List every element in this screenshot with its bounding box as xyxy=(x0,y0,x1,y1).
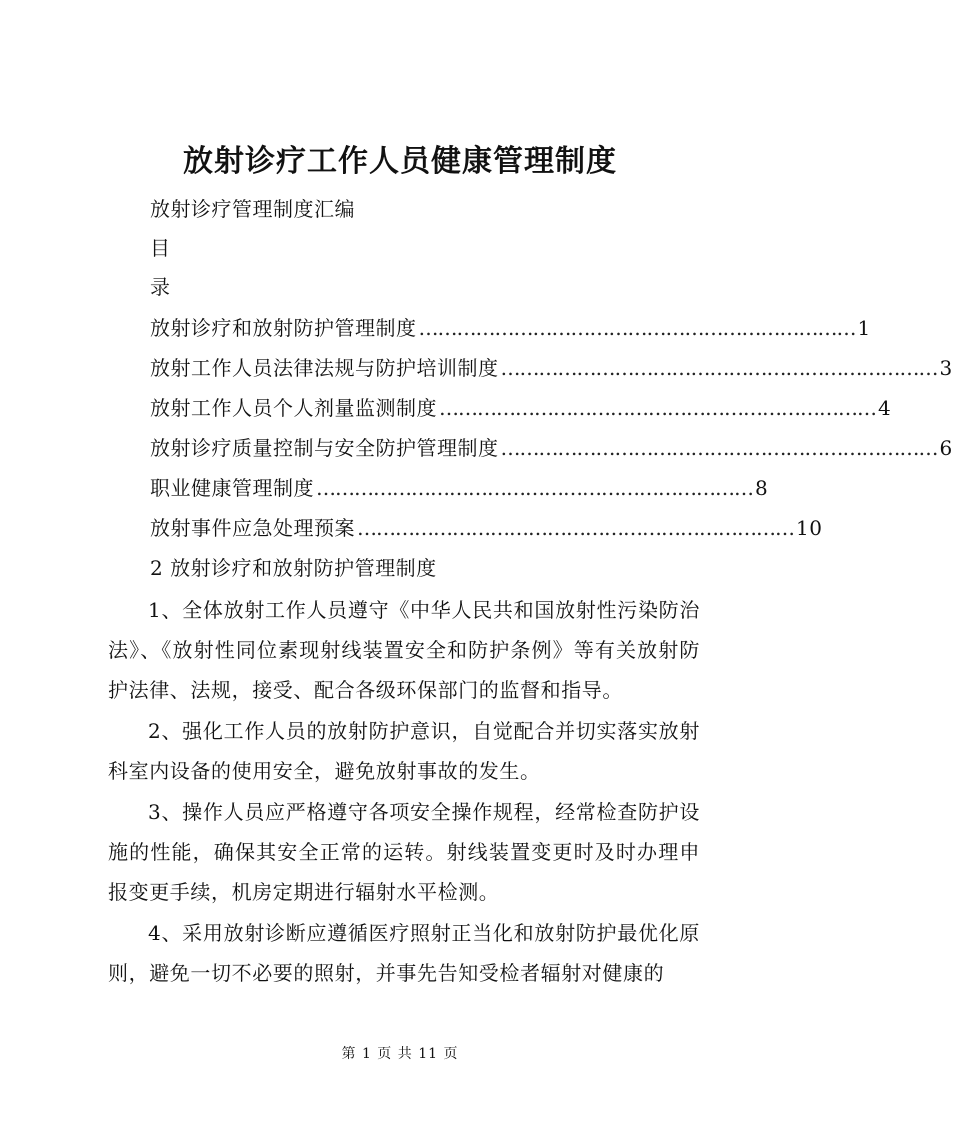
toc-entry-label: 放射诊疗和放射防护管理制度 xyxy=(150,316,417,340)
body-paragraph xyxy=(108,792,700,912)
toc-leader-dots: …………………………………………………………… xyxy=(316,476,753,500)
toc-entry-label: 职业健康管理制度 xyxy=(150,476,314,500)
body-paragraph xyxy=(108,590,700,710)
toc-leader-dots: …………………………………………………………… xyxy=(500,356,938,380)
paragraph-text: 1、全体放射工作人员遵守《中华人民共和国放射性污染防治法》、《放射性同位素现射线装置安全和防护条例》等有关放射防护法律、法规，接受、配合各级环保部门的监督和指导。 xyxy=(108,598,700,702)
toc-heading-lu: 录 xyxy=(150,275,171,299)
document-title: 放射诊疗工作人员健康管理制度 xyxy=(183,144,617,179)
toc-leader-dots: …………………………………………………………… xyxy=(357,516,794,540)
paragraph-text: 4、采用放射诊断应遵循医疗照射正当化和放射防护最优化原则，避免一切不必要的照射，并事先告知受检者辐射对健康的 xyxy=(108,921,700,985)
toc-entry[interactable] xyxy=(150,434,953,462)
paragraph-text: 3、操作人员应严格遵守各项安全操作规程，经常检查防护设施的性能，确保其安全正常的运转。射线装置变更时及时办理申报变更手续，机房定期进行辐射水平检测。 xyxy=(108,800,700,904)
toc-heading-mu: 目 xyxy=(150,236,171,260)
page-footer: 第 1 页 共 11 页 xyxy=(341,1046,459,1062)
document-subtitle: 放射诊疗管理制度汇编 xyxy=(150,197,355,221)
toc-entry-label: 放射工作人员个人剂量监测制度 xyxy=(150,396,437,420)
toc-leader-dots: …………………………………………………………… xyxy=(418,316,856,340)
toc-entry[interactable] xyxy=(150,314,871,342)
toc-entry-label: 放射诊疗质量控制与安全防护管理制度 xyxy=(150,436,499,460)
paragraph-text: 2、强化工作人员的放射防护意识，自觉配合并切实落实放射科室内设备的使用安全，避免放射事故的发生。 xyxy=(108,719,700,783)
toc-entry[interactable] xyxy=(150,394,892,422)
toc-entry-page: 8 xyxy=(755,476,769,500)
toc-entry-label: 放射事件应急处理预案 xyxy=(150,516,355,540)
toc-entry-page: 4 xyxy=(878,396,892,420)
toc-entry-page: 6 xyxy=(939,436,953,460)
toc-entry[interactable] xyxy=(150,514,823,542)
toc-entry[interactable] xyxy=(150,474,769,502)
toc-entry-page: 10 xyxy=(796,516,823,540)
section-heading: 2 放射诊疗和放射防护管理制度 xyxy=(150,556,437,580)
toc-entry-label: 放射工作人员法律法规与防护培训制度 xyxy=(150,356,499,380)
toc-leader-dots: …………………………………………………………… xyxy=(500,436,938,460)
toc-leader-dots: …………………………………………………………… xyxy=(439,396,876,420)
toc-entry-page: 1 xyxy=(857,316,871,340)
toc-entry[interactable] xyxy=(150,354,953,382)
body-paragraph xyxy=(108,711,700,791)
body-paragraph xyxy=(108,913,700,993)
toc-entry-page: 3 xyxy=(939,356,953,380)
